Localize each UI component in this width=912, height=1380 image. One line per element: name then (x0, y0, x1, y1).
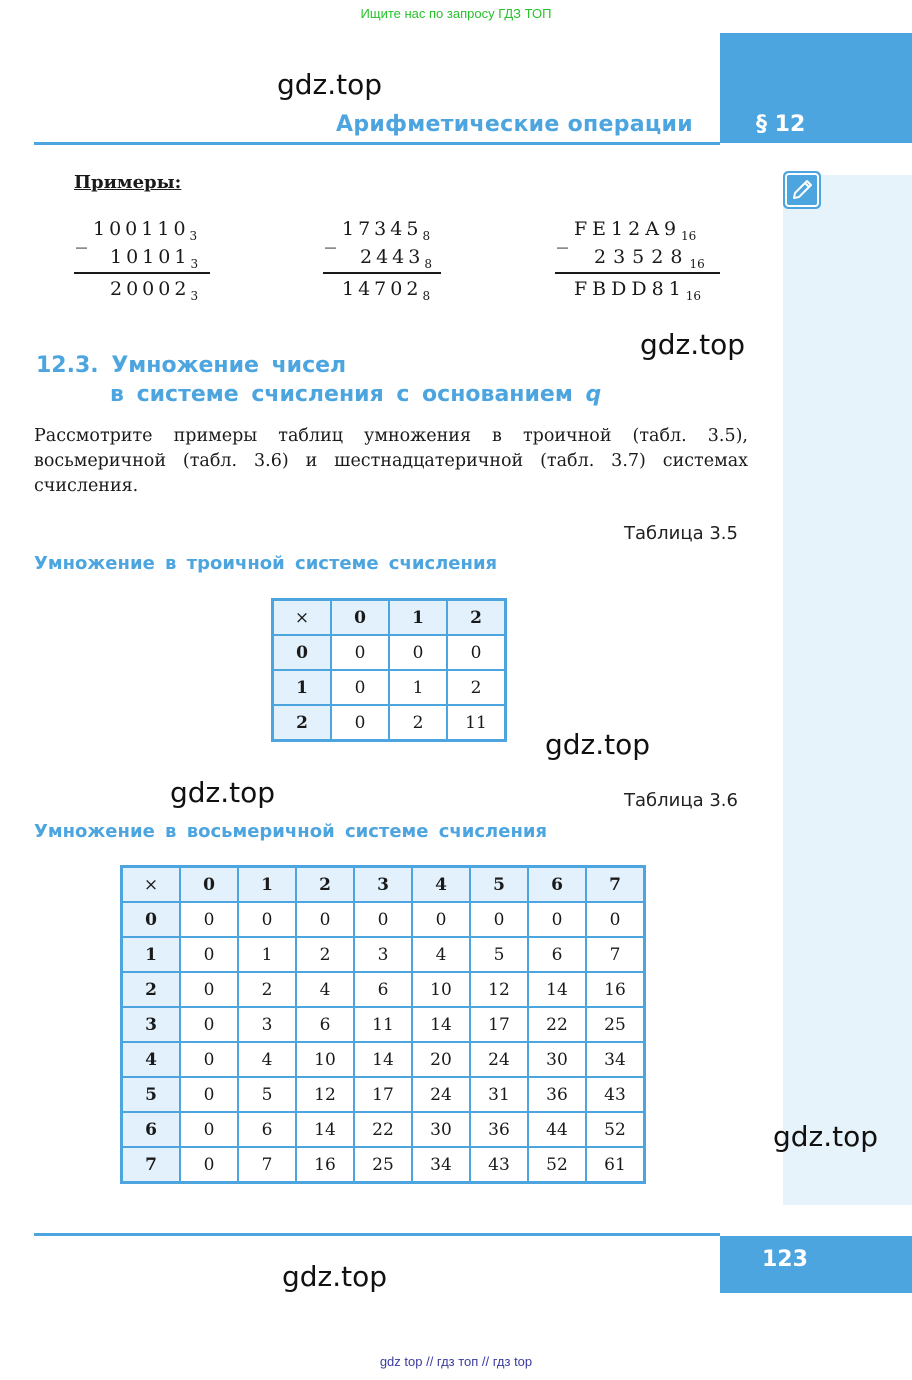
header-cell: 1 (122, 937, 181, 972)
table-cell: 61 (586, 1147, 645, 1183)
page-number: 123 (762, 1247, 808, 1272)
header-cell: 2 (447, 600, 506, 636)
table-cell: 4 (412, 937, 470, 972)
header-cell: 6 (122, 1112, 181, 1147)
difference: $14702_8$ (342, 278, 431, 303)
header-cell: 1 (238, 867, 296, 903)
table-cell: 22 (354, 1112, 412, 1147)
table-cell: 7 (238, 1147, 296, 1183)
table-cell: 6 (528, 937, 586, 972)
header-cell: 1 (273, 670, 332, 705)
header-cell: 3 (354, 867, 412, 903)
table-cell: 11 (354, 1007, 412, 1042)
header-cell: 3 (122, 1007, 181, 1042)
difference: $20002_3$ (110, 278, 199, 303)
table-cell: 22 (528, 1007, 586, 1042)
footer-divider (34, 1233, 720, 1236)
table-cell: 11 (447, 705, 506, 741)
header-cell: 2 (296, 867, 354, 903)
header-cell: 4 (412, 867, 470, 903)
table-cell: 43 (586, 1077, 645, 1112)
watermark: gdz.top (282, 1260, 388, 1293)
table-cell: 34 (586, 1042, 645, 1077)
header-cell: 7 (122, 1147, 181, 1183)
table-cell: 12 (296, 1077, 354, 1112)
table-cell: 0 (180, 937, 238, 972)
table-cell: 24 (470, 1042, 528, 1077)
footer-links[interactable]: gdz top // гдз топ // гдз top (379, 1354, 533, 1369)
header-cell: 0 (331, 600, 389, 636)
table-cell: 30 (412, 1112, 470, 1147)
minuend: $100110_3$ (93, 218, 198, 243)
table-row (273, 635, 506, 670)
table-cell: 1 (389, 670, 447, 705)
table-cell: 4 (296, 972, 354, 1007)
minus-sign: _ (325, 224, 336, 249)
table-cell: 0 (412, 902, 470, 937)
header-cell: 4 (122, 1042, 181, 1077)
result-line (555, 272, 720, 274)
table-title: Умножение в восьмеричной системе счисления (34, 821, 548, 842)
table-cell: 34 (412, 1147, 470, 1183)
table-cell: 0 (389, 635, 447, 670)
table-cell: 2 (296, 937, 354, 972)
watermark: gdz.top (773, 1120, 879, 1153)
table-cell: 14 (296, 1112, 354, 1147)
table-row (122, 1077, 645, 1112)
table-row (273, 705, 506, 741)
table-caption: Таблица 3.6 (624, 790, 738, 811)
table-cell: 17 (470, 1007, 528, 1042)
header-cell: 0 (180, 867, 238, 903)
intro-paragraph: Рассмотрите примеры таблиц умножения в троичной (табл. 3.5), восьмеричной (табл. 3.6) и шестнадцатеричной (табл. 3.7) системах счисления. (34, 426, 748, 496)
table-cell: 36 (528, 1077, 586, 1112)
chapter-title: Арифметические операции (336, 112, 693, 137)
table-cell: 0 (331, 635, 389, 670)
examples-label: Примеры: (74, 172, 182, 193)
table-cell: 17 (354, 1077, 412, 1112)
header-cell: 7 (586, 867, 645, 903)
table-title: Умножение в троичной системе счисления (34, 553, 498, 574)
table-cell: 12 (470, 972, 528, 1007)
header-cell: 2 (273, 705, 332, 741)
subtrahend: $2443_8$ (360, 246, 432, 271)
header-cell: 1 (389, 600, 447, 636)
table-cell: 0 (180, 1147, 238, 1183)
table-cell: 10 (412, 972, 470, 1007)
minus-sign: _ (557, 224, 568, 249)
table-row (122, 1007, 645, 1042)
heading-line1: Умножение чисел (111, 353, 347, 378)
watermark: gdz.top (170, 776, 276, 809)
table-cell: 30 (528, 1042, 586, 1077)
table-cell: 36 (470, 1112, 528, 1147)
table-cell: 7 (586, 937, 645, 972)
multiplication-table-base3 (271, 598, 507, 742)
table-cell: 25 (354, 1147, 412, 1183)
table-cell: 0 (586, 902, 645, 937)
table-cell: 0 (180, 902, 238, 937)
table-row (273, 670, 506, 705)
table-cell: 0 (180, 1077, 238, 1112)
table-cell: 52 (586, 1112, 645, 1147)
header-accent-block (720, 33, 912, 143)
header-cell: 0 (122, 902, 181, 937)
table-row (122, 1147, 645, 1183)
margin-strip (783, 175, 912, 1205)
subtrahend: $10101_3$ (110, 246, 199, 271)
table-cell: 5 (238, 1077, 296, 1112)
table-row (122, 937, 645, 972)
table-caption: Таблица 3.5 (624, 523, 738, 544)
table-row (122, 902, 645, 937)
table-row (122, 1042, 645, 1077)
table-cell: 6 (296, 1007, 354, 1042)
table-cell: 5 (470, 937, 528, 972)
header-cell: 5 (122, 1077, 181, 1112)
table-cell: 0 (180, 1042, 238, 1077)
header-cell: 5 (470, 867, 528, 903)
table-cell: 0 (528, 902, 586, 937)
table-cell: 16 (586, 972, 645, 1007)
table-cell: 2 (447, 670, 506, 705)
table-cell: 4 (238, 1042, 296, 1077)
table-cell: 14 (354, 1042, 412, 1077)
table-cell: 24 (412, 1077, 470, 1112)
heading-number: 12.3. (36, 353, 99, 378)
header-cell: 6 (528, 867, 586, 903)
table-cell: 6 (238, 1112, 296, 1147)
minus-sign: _ (76, 224, 87, 249)
footer-accent-block (720, 1236, 912, 1293)
table-row (122, 1112, 645, 1147)
table-cell: 0 (238, 902, 296, 937)
subtrahend: $23528_{16}$ (594, 246, 705, 271)
table-cell: 16 (296, 1147, 354, 1183)
section-number: § 12 (756, 112, 806, 137)
section-heading (36, 351, 601, 409)
watermark: gdz.top (640, 328, 746, 361)
result-line (74, 272, 210, 274)
heading-variable: q (585, 382, 602, 407)
header-cell: 2 (122, 972, 181, 1007)
pencil-icon (783, 171, 821, 209)
minuend: $17345_8$ (342, 218, 431, 243)
header-cell: × (273, 600, 332, 636)
table-row (122, 972, 645, 1007)
table-row (122, 867, 645, 903)
table-cell: 31 (470, 1077, 528, 1112)
table-cell: 0 (180, 1112, 238, 1147)
table-cell: 14 (528, 972, 586, 1007)
table-cell: 2 (238, 972, 296, 1007)
heading-line2: в системе счисления с основанием (110, 382, 573, 407)
header-cell: × (122, 867, 181, 903)
table-cell: 52 (528, 1147, 586, 1183)
difference: $FBDD81_{16}$ (574, 278, 702, 303)
top-banner[interactable]: Ищите нас по запросу ГДЗ ТОП (360, 6, 552, 21)
table-cell: 14 (412, 1007, 470, 1042)
table-cell: 44 (528, 1112, 586, 1147)
table-cell: 25 (586, 1007, 645, 1042)
result-line (323, 272, 441, 274)
table-cell: 0 (331, 670, 389, 705)
multiplication-table-base8 (120, 865, 646, 1184)
table-cell: 0 (470, 902, 528, 937)
table-cell: 6 (354, 972, 412, 1007)
header-divider (34, 142, 720, 145)
table-cell: 3 (354, 937, 412, 972)
table-cell: 10 (296, 1042, 354, 1077)
table-row (273, 600, 506, 636)
table-cell: 0 (296, 902, 354, 937)
table-cell: 2 (389, 705, 447, 741)
table-cell: 0 (447, 635, 506, 670)
table-cell: 20 (412, 1042, 470, 1077)
table-cell: 0 (354, 902, 412, 937)
header-cell: 0 (273, 635, 332, 670)
table-cell: 0 (331, 705, 389, 741)
table-cell: 1 (238, 937, 296, 972)
table-cell: 3 (238, 1007, 296, 1042)
table-cell: 0 (180, 972, 238, 1007)
table-cell: 0 (180, 1007, 238, 1042)
table-cell: 43 (470, 1147, 528, 1183)
minuend: $FE12A9_{16}$ (574, 218, 697, 243)
watermark: gdz.top (545, 728, 651, 761)
watermark: gdz.top (277, 68, 383, 101)
